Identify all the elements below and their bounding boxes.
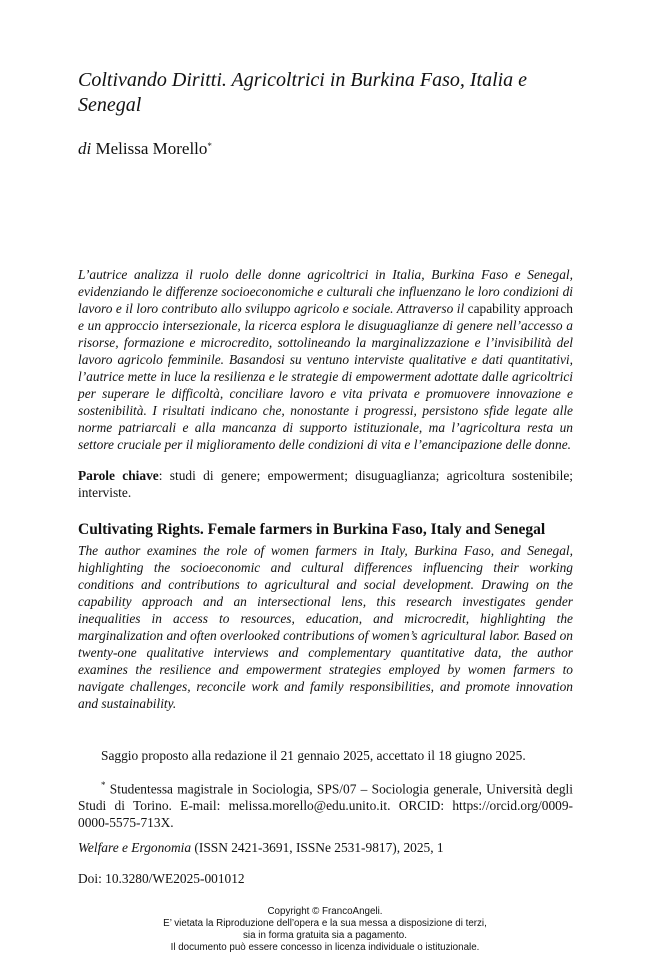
english-title: Cultivating Rights. Female farmers in Burkina Faso, Italy and Senegal [78,521,546,538]
copyright-line: sia in forma gratuita sia a pagamento. [243,930,407,941]
copyright-line: Il documento può essere concesso in licenza individuale o istituzionale. [170,942,480,953]
article-title: Coltivando Diritti. Agricoltrici in Burkina Faso, Italia e Senegal [78,69,528,116]
author-footnote-marker: * [207,141,212,151]
abstract-italian [78,266,573,453]
copyright-line: E’ vietata la Riproduzione dell’opera e la sua messa a disposizione di terzi, [163,918,487,929]
abstract-italian-part2: e un approccio intersezionale, la ricerca esplora le disuguaglianze di genere nell’accesso a risorse, formazione e microcredito, sottolineando la marginalizzazione e l’invisibilità del lavoro agricolo femminile. Basandosi su ventuno interviste qualitative e dati quantitativi, l’autrice mette in luce la resilienza e le strategie di empowerment adottate dalle agricoltrici per superare le difficoltà, conciliare lavoro e vita privata e promuovere innovazione e sostenibilità. I risultati indicano che, nonostante i progressi, persistono sfide legate alle norme patriarcali e alla mancanza di supporto istituzionale, ma l’agricoltura resta un settore cruciale per il miglioramento delle condizioni di vita e l’emancipazione delle donne. [78,318,573,452]
copyright-line: Copyright © FrancoAngeli. [267,906,383,917]
author-prefix: di [78,139,92,158]
journal-details: (ISSN 2421-3691, ISSNe 2531-9817), 2025, 1 [191,840,444,855]
keywords-text: : studi di genere; empowerment; disuguaglianza; agricoltura sostenibile; interviste. [78,468,573,500]
keywords-label: Parole chiave [78,468,159,483]
doi: Doi: 10.3280/WE2025-001012 [78,871,245,886]
copyright-notice [0,906,650,954]
keywords [78,467,573,501]
journal-info [78,840,444,856]
author-line [78,139,212,159]
journal-name: Welfare e Ergonomia [78,840,192,855]
footnote-marker: * [101,780,106,790]
abstract-italian-part1: L’autrice analizza il ruolo delle donne agricoltrici in Italia, Burkina Faso e Senegal, evidenziando le differenze socioeconomiche e culturali che influenzano le loro condizioni di lavoro e il loro contributo allo sviluppo agricolo e sociale. Attraverso il [78,267,573,316]
author-name: Melissa Morello [95,139,208,158]
submission-dates: Saggio proposto alla redazione il 21 gennaio 2025, accettato il 18 giugno 2025. [101,748,526,763]
footnote-text: Studentessa magistrale in Sociologia, SPS/07 – Sociologia generale, Università degli Studi di Torino. E-mail: melissa.morello@edu.unito.it. ORCID: https://orcid.org/0009-0000-5575-713X. [78,781,573,831]
author-footnote [78,777,573,831]
abstract-italian-term: capability approach [467,301,573,316]
abstract-english: The author examines the role of women farmers in Italy, Burkina Faso, and Senegal, highlighting the socioeconomic and cultural differences influencing their working conditions and contributions to agricultural and social development. Drawing on the capability approach and an intersectional lens, this research investigates gender inequalities in access to resources, education, and microcredit, highlighting the marginalization and often overlooked contributions of women’s agricultural labor. Based on twenty-one qualitative interviews and complementary quantitative data, the author examines the resilience and empowerment strategies employed by women farmers to navigate challenges, reconcile work and family responsibilities, and promote innovation and sustainability. [78,543,573,711]
